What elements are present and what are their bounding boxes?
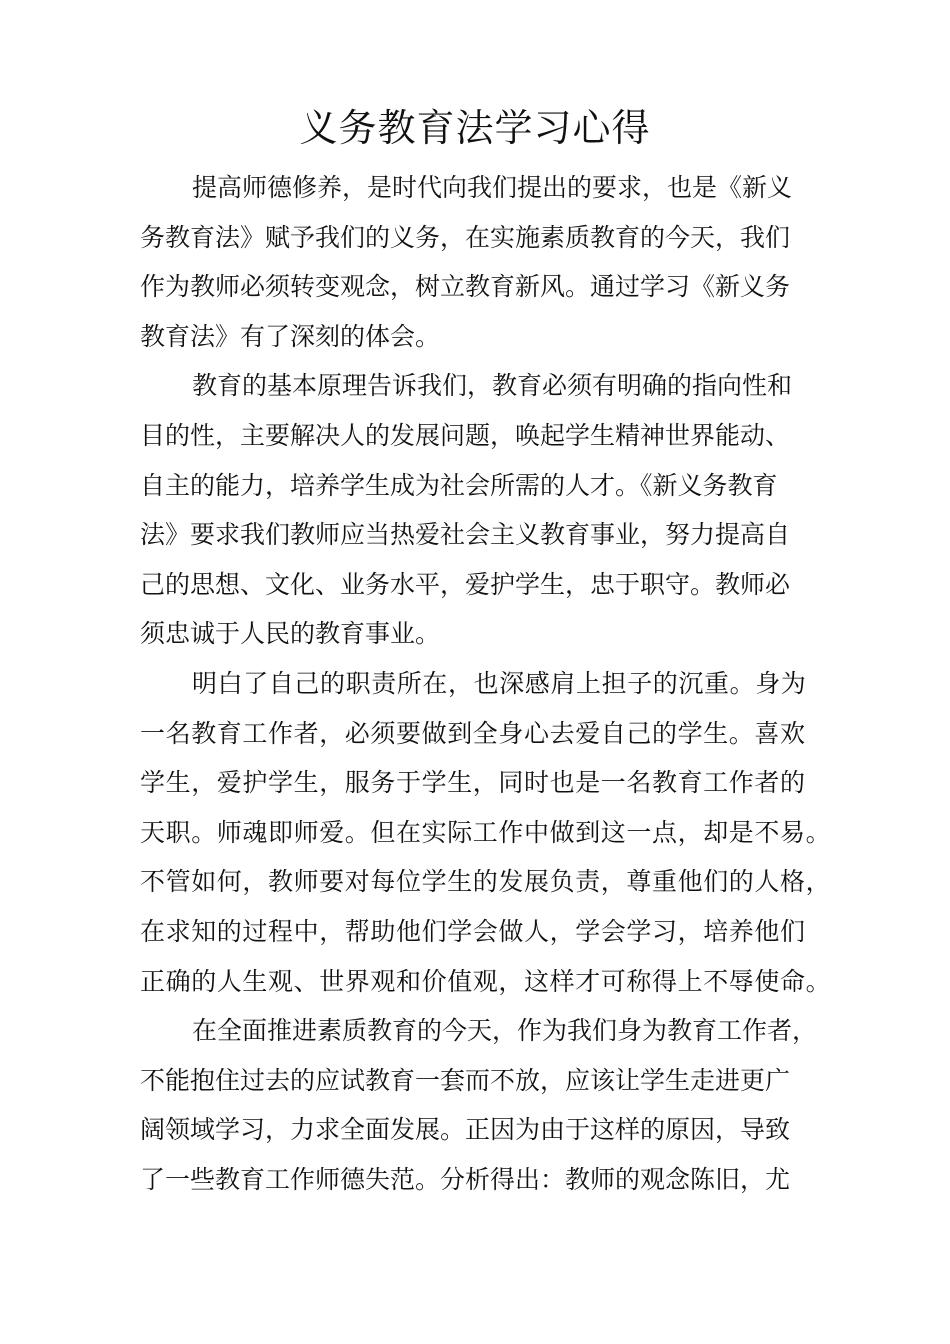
- paragraph-line: 阔领域学习，力求全面发展。正因为由于这样的原因，导致: [140, 1115, 791, 1145]
- paragraph-line: 学生，爱护学生，服务于学生，同时也是一名教育工作者的: [140, 768, 806, 798]
- paragraph-3: [140, 659, 840, 1006]
- paragraph-line: 正确的人生观、世界观和价值观，这样才可称得上不辱使命。: [140, 966, 832, 996]
- paragraph-line: 天职。师魂即师爱。但在实际工作中做到这一点，却是不易。: [140, 817, 832, 847]
- paragraph-line: 须忠诚于人民的教育事业。: [140, 619, 441, 649]
- paragraph-line: 了一些教育工作师德失范。分析得出：教师的观念陈旧，尤: [140, 1164, 791, 1194]
- document-title: 义务教育法学习心得: [299, 106, 651, 150]
- paragraph-line: 不管如何，教师要对每位学生的发展负责，尊重他们的人格，: [140, 867, 832, 897]
- paragraph-line: 不能抱住过去的应试教育一套而不放，应该让学生走进更广: [140, 1065, 791, 1095]
- paragraph-1: [140, 163, 840, 361]
- paragraph-line: 己的思想、文化、业务水平，爱护学生，忠于职守。教师必: [140, 569, 791, 599]
- paragraph-line: 提高师德修养，是时代向我们提出的要求，也是《新义: [192, 173, 793, 202]
- paragraph-line: 明白了自己的职责所在，也深感肩上担子的沉重。身为: [192, 668, 807, 698]
- paragraph-line: 教育法》有了深刻的体会。: [140, 321, 441, 351]
- paragraph-line: 在全面推进素质教育的今天，作为我们身为教育工作者，: [192, 1016, 818, 1046]
- paragraph-line: 在求知的过程中，帮助他们学会做人，学会学习，培养他们: [140, 916, 806, 946]
- paragraph-4: [140, 1006, 840, 1204]
- paragraph-line: 作为教师必须转变观念，树立教育新风。通过学习《新义务: [140, 272, 791, 302]
- document-body: [140, 163, 840, 1204]
- paragraph-2: [140, 361, 840, 659]
- paragraph-line: 教育的基本原理告诉我们，教育必须有明确的指向性和: [192, 371, 793, 401]
- paragraph-line: 务教育法》赋予我们的义务，在实施素质教育的今天，我们: [140, 222, 791, 252]
- paragraph-line: 自主的能力，培养学生成为社会所需的人才。《新义务教育: [140, 470, 778, 500]
- paragraph-line: 法》要求我们教师应当热爱社会主义教育事业，努力提高自: [140, 520, 791, 550]
- paragraph-line: 目的性，主要解决人的发展问题，唤起学生精神世界能动、: [140, 420, 791, 450]
- paragraph-line: 一名教育工作者，必须要做到全身心去爱自己的学生。喜欢: [140, 718, 806, 748]
